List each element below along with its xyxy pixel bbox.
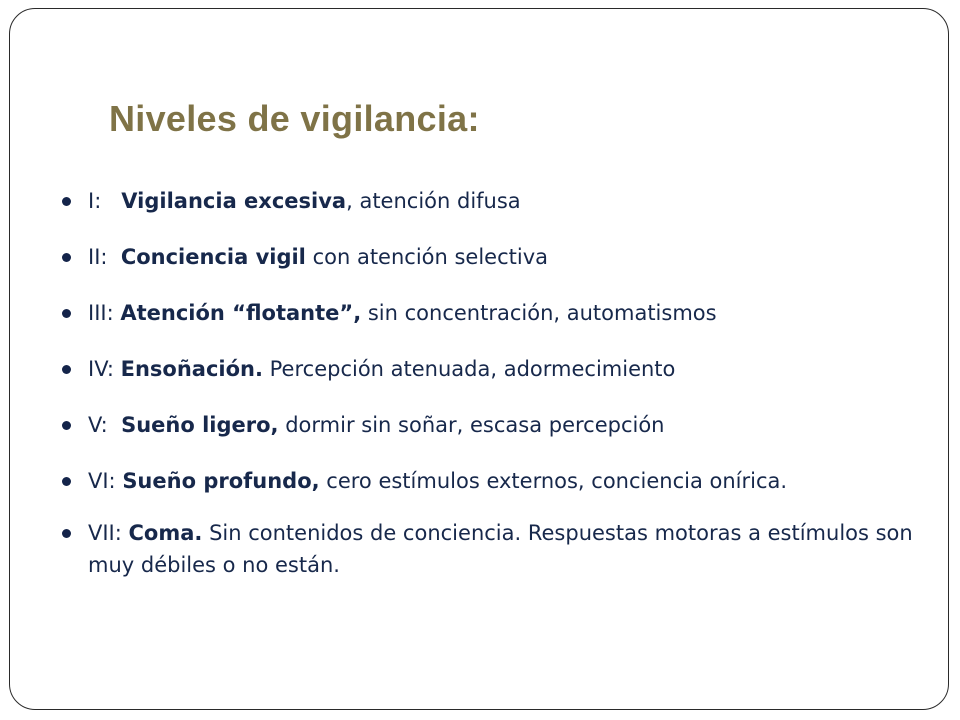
list-item-level-7 [62, 517, 922, 581]
level-numeral: II: [88, 245, 121, 269]
list-item-level-6 [62, 465, 922, 497]
slide-frame [9, 8, 949, 710]
level-name: Sueño ligero, [121, 413, 279, 437]
level-description: cero estímulos externos, conciencia onírica. [319, 469, 788, 493]
level-description: sin concentración, automatismos [361, 301, 717, 325]
level-numeral: VI: [88, 469, 123, 493]
level-numeral: III: [88, 301, 121, 325]
bullet-icon [62, 309, 71, 318]
level-description: Sin contenidos de conciencia. Respuestas motoras a estímulos son muy débiles o no están. [88, 521, 913, 577]
level-description: con atención selectiva [305, 245, 549, 269]
bullet-icon [62, 529, 71, 538]
level-description: dormir sin soñar, escasa percepción [278, 413, 665, 437]
level-numeral: V: [88, 413, 122, 437]
list-item-level-3 [62, 297, 922, 329]
bullet-icon [62, 253, 71, 262]
list-item-level-4 [62, 353, 922, 385]
level-numeral: VII: [88, 521, 129, 545]
level-numeral: I: [88, 189, 122, 213]
bullet-icon [62, 477, 71, 486]
level-name: Conciencia vigil [120, 245, 306, 269]
bullet-icon [62, 365, 71, 374]
level-name: Atención “flotante”, [120, 301, 362, 325]
level-name: Vigilancia excesiva [121, 189, 347, 213]
level-name: Ensoñación. [120, 357, 263, 381]
level-name: Sueño profundo, [122, 469, 320, 493]
level-numeral: IV: [88, 357, 121, 381]
vigilance-levels-list [62, 185, 922, 601]
level-name: Coma. [128, 521, 203, 545]
list-item-level-2 [62, 241, 922, 273]
bullet-icon [62, 197, 71, 206]
level-description: , atención difusa [346, 189, 521, 213]
list-item-level-1 [62, 185, 922, 217]
list-item-level-5 [62, 409, 922, 441]
slide-title: Niveles de vigilancia: [109, 98, 480, 139]
level-description: Percepción atenuada, adormecimiento [262, 357, 676, 381]
bullet-icon [62, 421, 71, 430]
